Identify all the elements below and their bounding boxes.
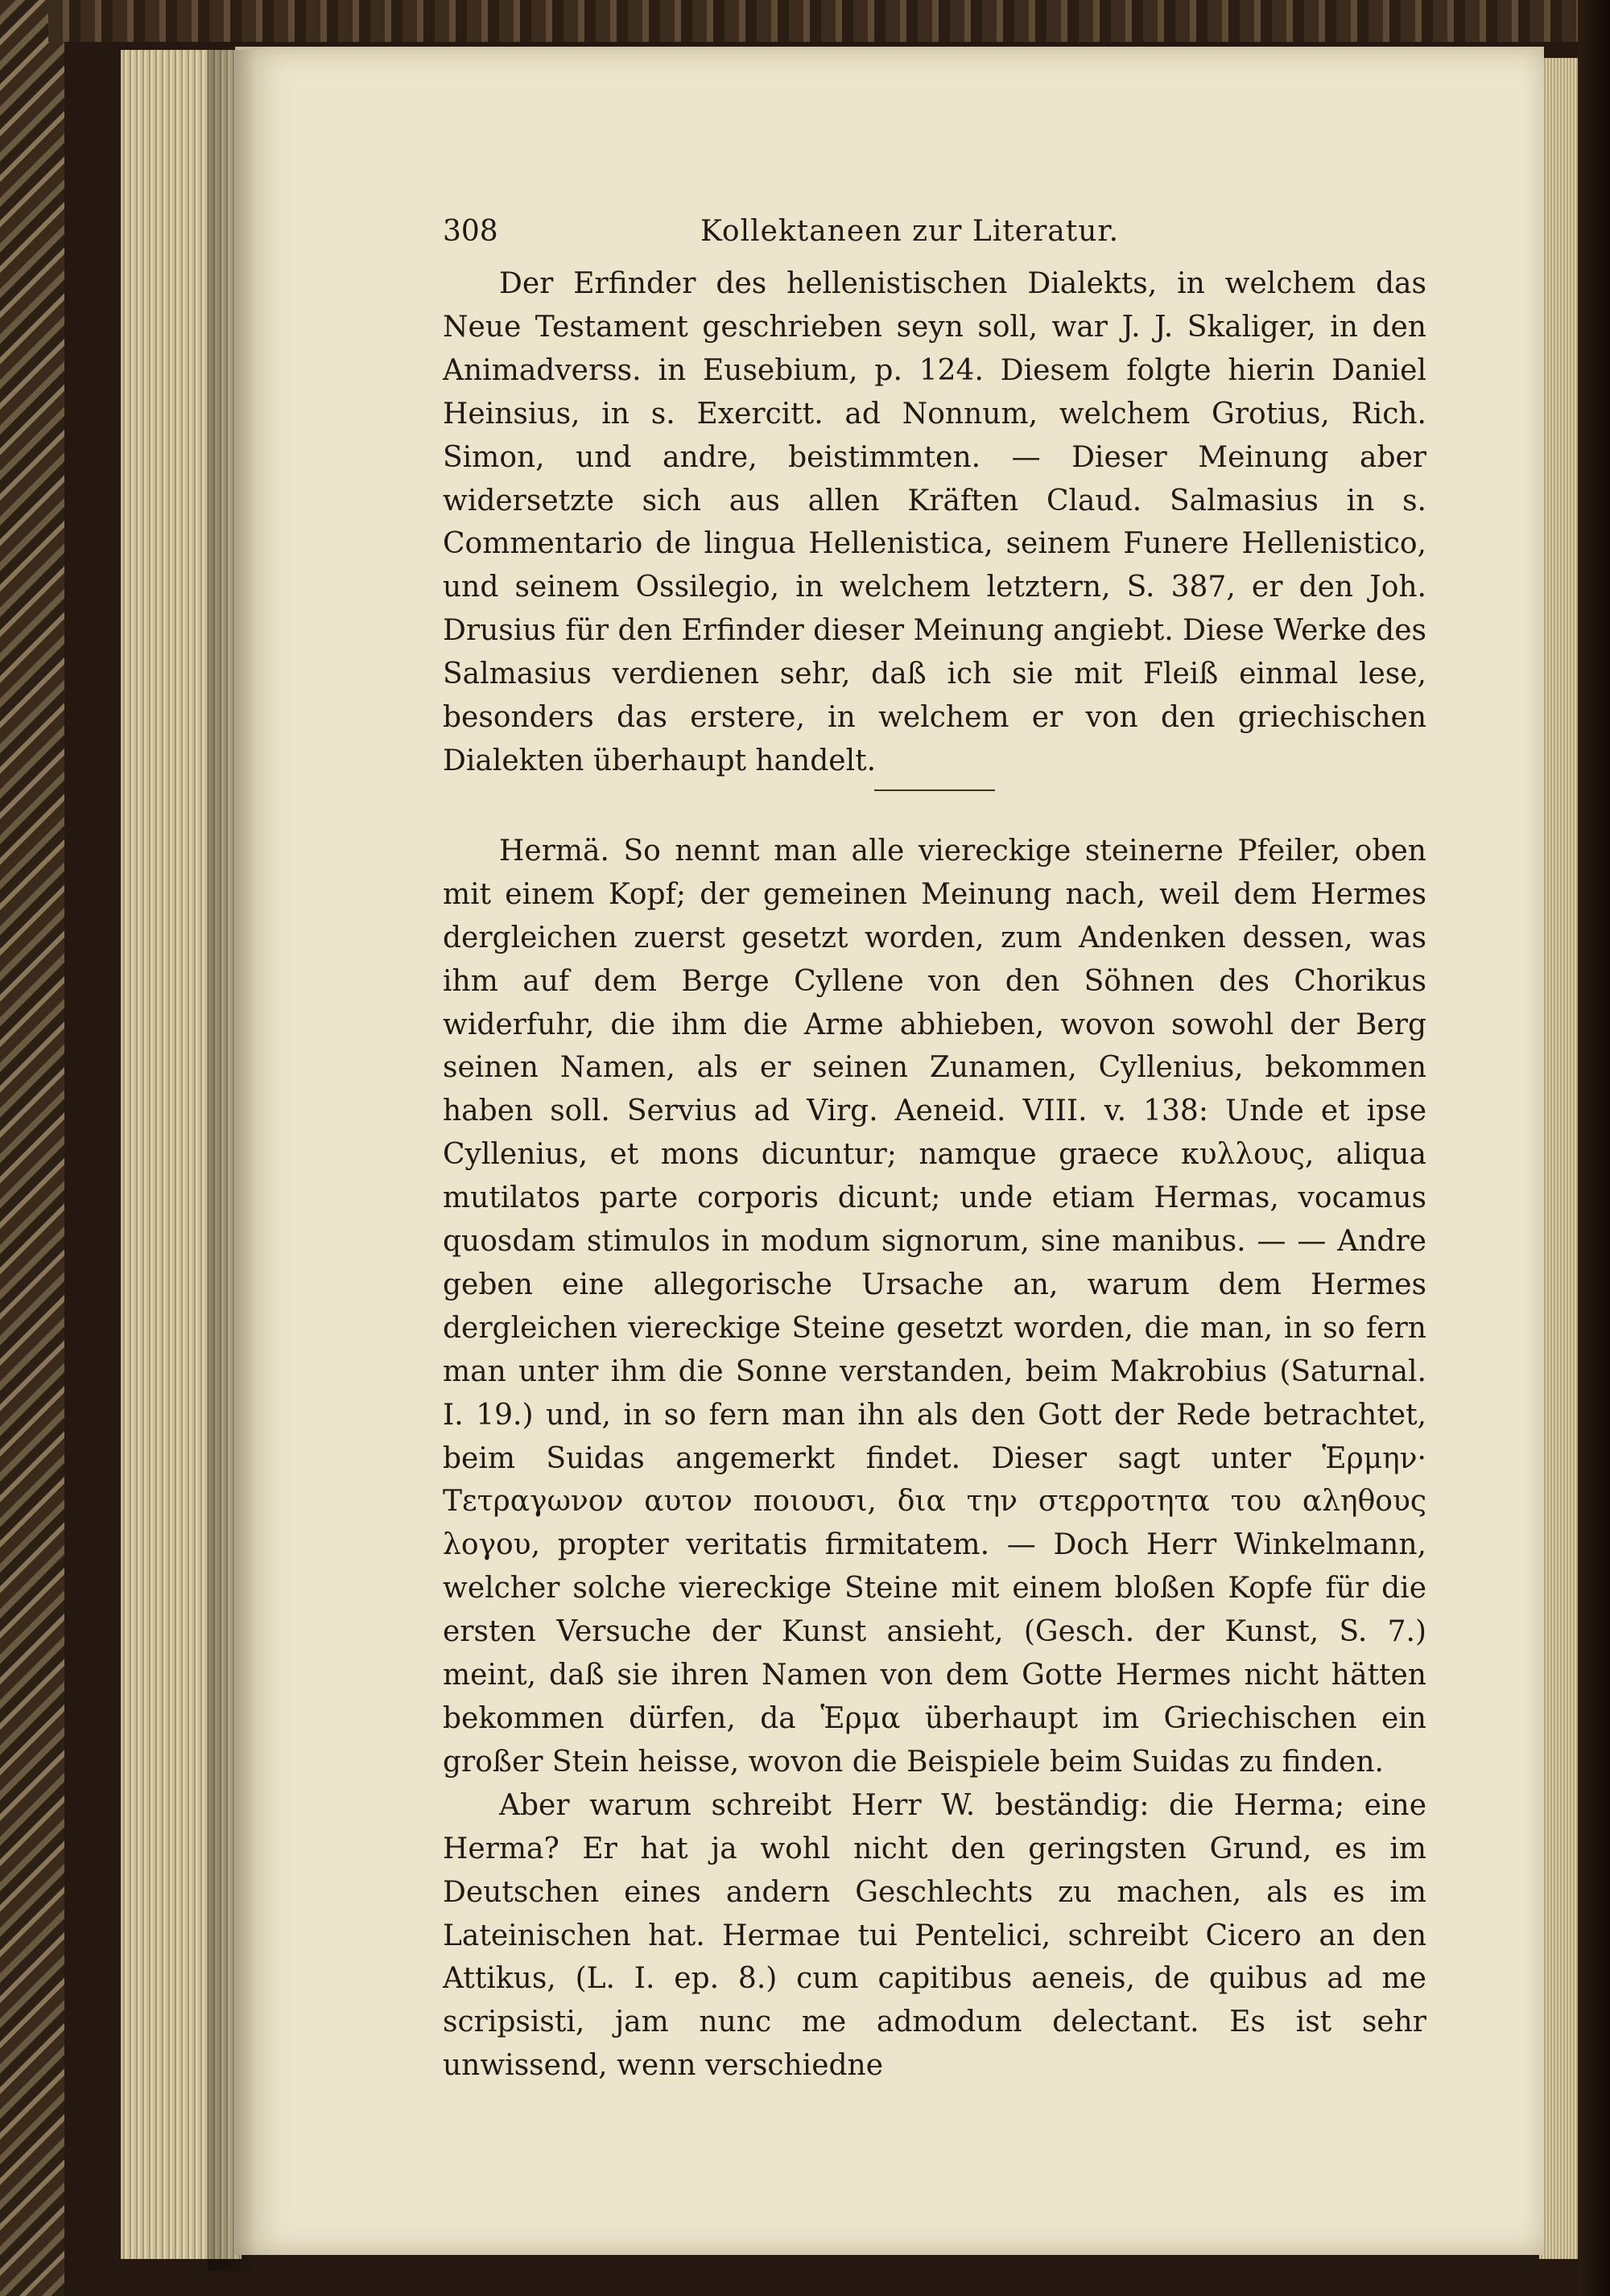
book-cover-right bbox=[1578, 0, 1610, 2296]
section-divider bbox=[874, 789, 995, 791]
page-header bbox=[443, 208, 1346, 256]
paragraph-herma-gender: Aber warum schreibt Herr W. beständig: die Herma; eine Herma? Er hat ja wohl nicht den geringsten Grund, es im Deutschen eines andern Geschlechts zu machen, als es im Lateinischen hat. Hermae tui Pentelici, schreibt Cicero an den Attikus, (L. I. ep. 8.) cum capitibus aeneis, de quibus ad me scripsisti, jam nunc me admodum delectant. Es ist sehr unwissend, wenn verschiedne bbox=[443, 1788, 1426, 2083]
body-text bbox=[443, 262, 1426, 2088]
book-cover-top bbox=[48, 0, 1610, 42]
page-right-edge bbox=[1539, 58, 1578, 2259]
book-cover-left bbox=[0, 0, 64, 2296]
paragraph-hellenistic-dialect: Der Erfinder des hellenistischen Dialekts, in welchem das Neue Testament geschrieben seyn soll, war J. J. Skaliger, in den Animadverss. in Eusebium, p. 124. Diesem folgte hierin Daniel Heinsius, in s. Exercitt. ad Nonnum, welchem Grotius, Rich. Simon, und andre, beistimmten. — Dieser Meinung aber widersetzte sich aus allen Kräften Claud. Salmasius in s. Commentario de lingua Hellenistica, seinem Funere Hellenistico, und seinem Ossilegio, in welchem letztern, S. 387, er den Joh. Drusius für den Erfinder dieser Meinung angiebt. Diese Werke des Salmasius verdienen sehr, daß ich sie mit Fleiß einmal lese, besonders das erstere, in welchem er von den griechischen Dialekten überhaupt handelt. bbox=[443, 267, 1426, 777]
running-head: Kollektaneen zur Literatur. bbox=[700, 215, 1120, 248]
page-number: 308 bbox=[443, 215, 498, 248]
spine-shadow bbox=[208, 50, 256, 2271]
paragraph-hermae: Hermä. So nennt man alle viereckige steinerne Pfeiler, oben mit einem Kopf; der gemeinen Meinung nach, weil dem Hermes dergleichen zuerst gesetzt worden, zum Andenken dessen, was ihm auf dem Berge Cyllene von den Söhnen des Chorikus widerfuhr, die ihm die Arme abhieben, wovon sowohl der Berg seinen Namen, als er seinen Zunamen, Cyllenius, bekommen haben soll. Servius ad Virg. Aeneid. VIII. v. 138: Unde et ipse Cyllenius, et mons dicuntur; namque graece κυλλους, aliqua mutilatos parte corporis dicunt; unde etiam Hermas, vocamus quosdam stimulos in modum signorum, sine manibus. — — Andre geben eine allegorische Ursache an, warum dem Hermes dergleichen viereckige Steine gesetzt worden, die man, in so fern man unter ihm die Sonne verstanden, beim Makrobius (Saturnal. I. 19.) und, in so fern man ihn als den Gott der Rede betrachtet, beim Suidas angemerkt findet. Dieser sagt unter Ἑρμην· Τετραγωνον αυτον ποιουσι, δια την στερροτητα του αληθους λογου, propter veritatis firmitatem. — Doch Herr Winkelmann, welcher solche viereckige Steine mit einem bloßen Kopfe für die ersten Versuche der Kunst ansieht, (Gesch. der Kunst, S. 7.) meint, daß sie ihren Namen von dem Gotte Hermes nicht hätten bekommen dürfen, da Ἑρμα überhaupt im Griechischen ein großer Stein heisse, wovon die Beispiele beim Suidas zu finden. bbox=[443, 834, 1426, 1779]
book-page bbox=[235, 47, 1544, 2255]
